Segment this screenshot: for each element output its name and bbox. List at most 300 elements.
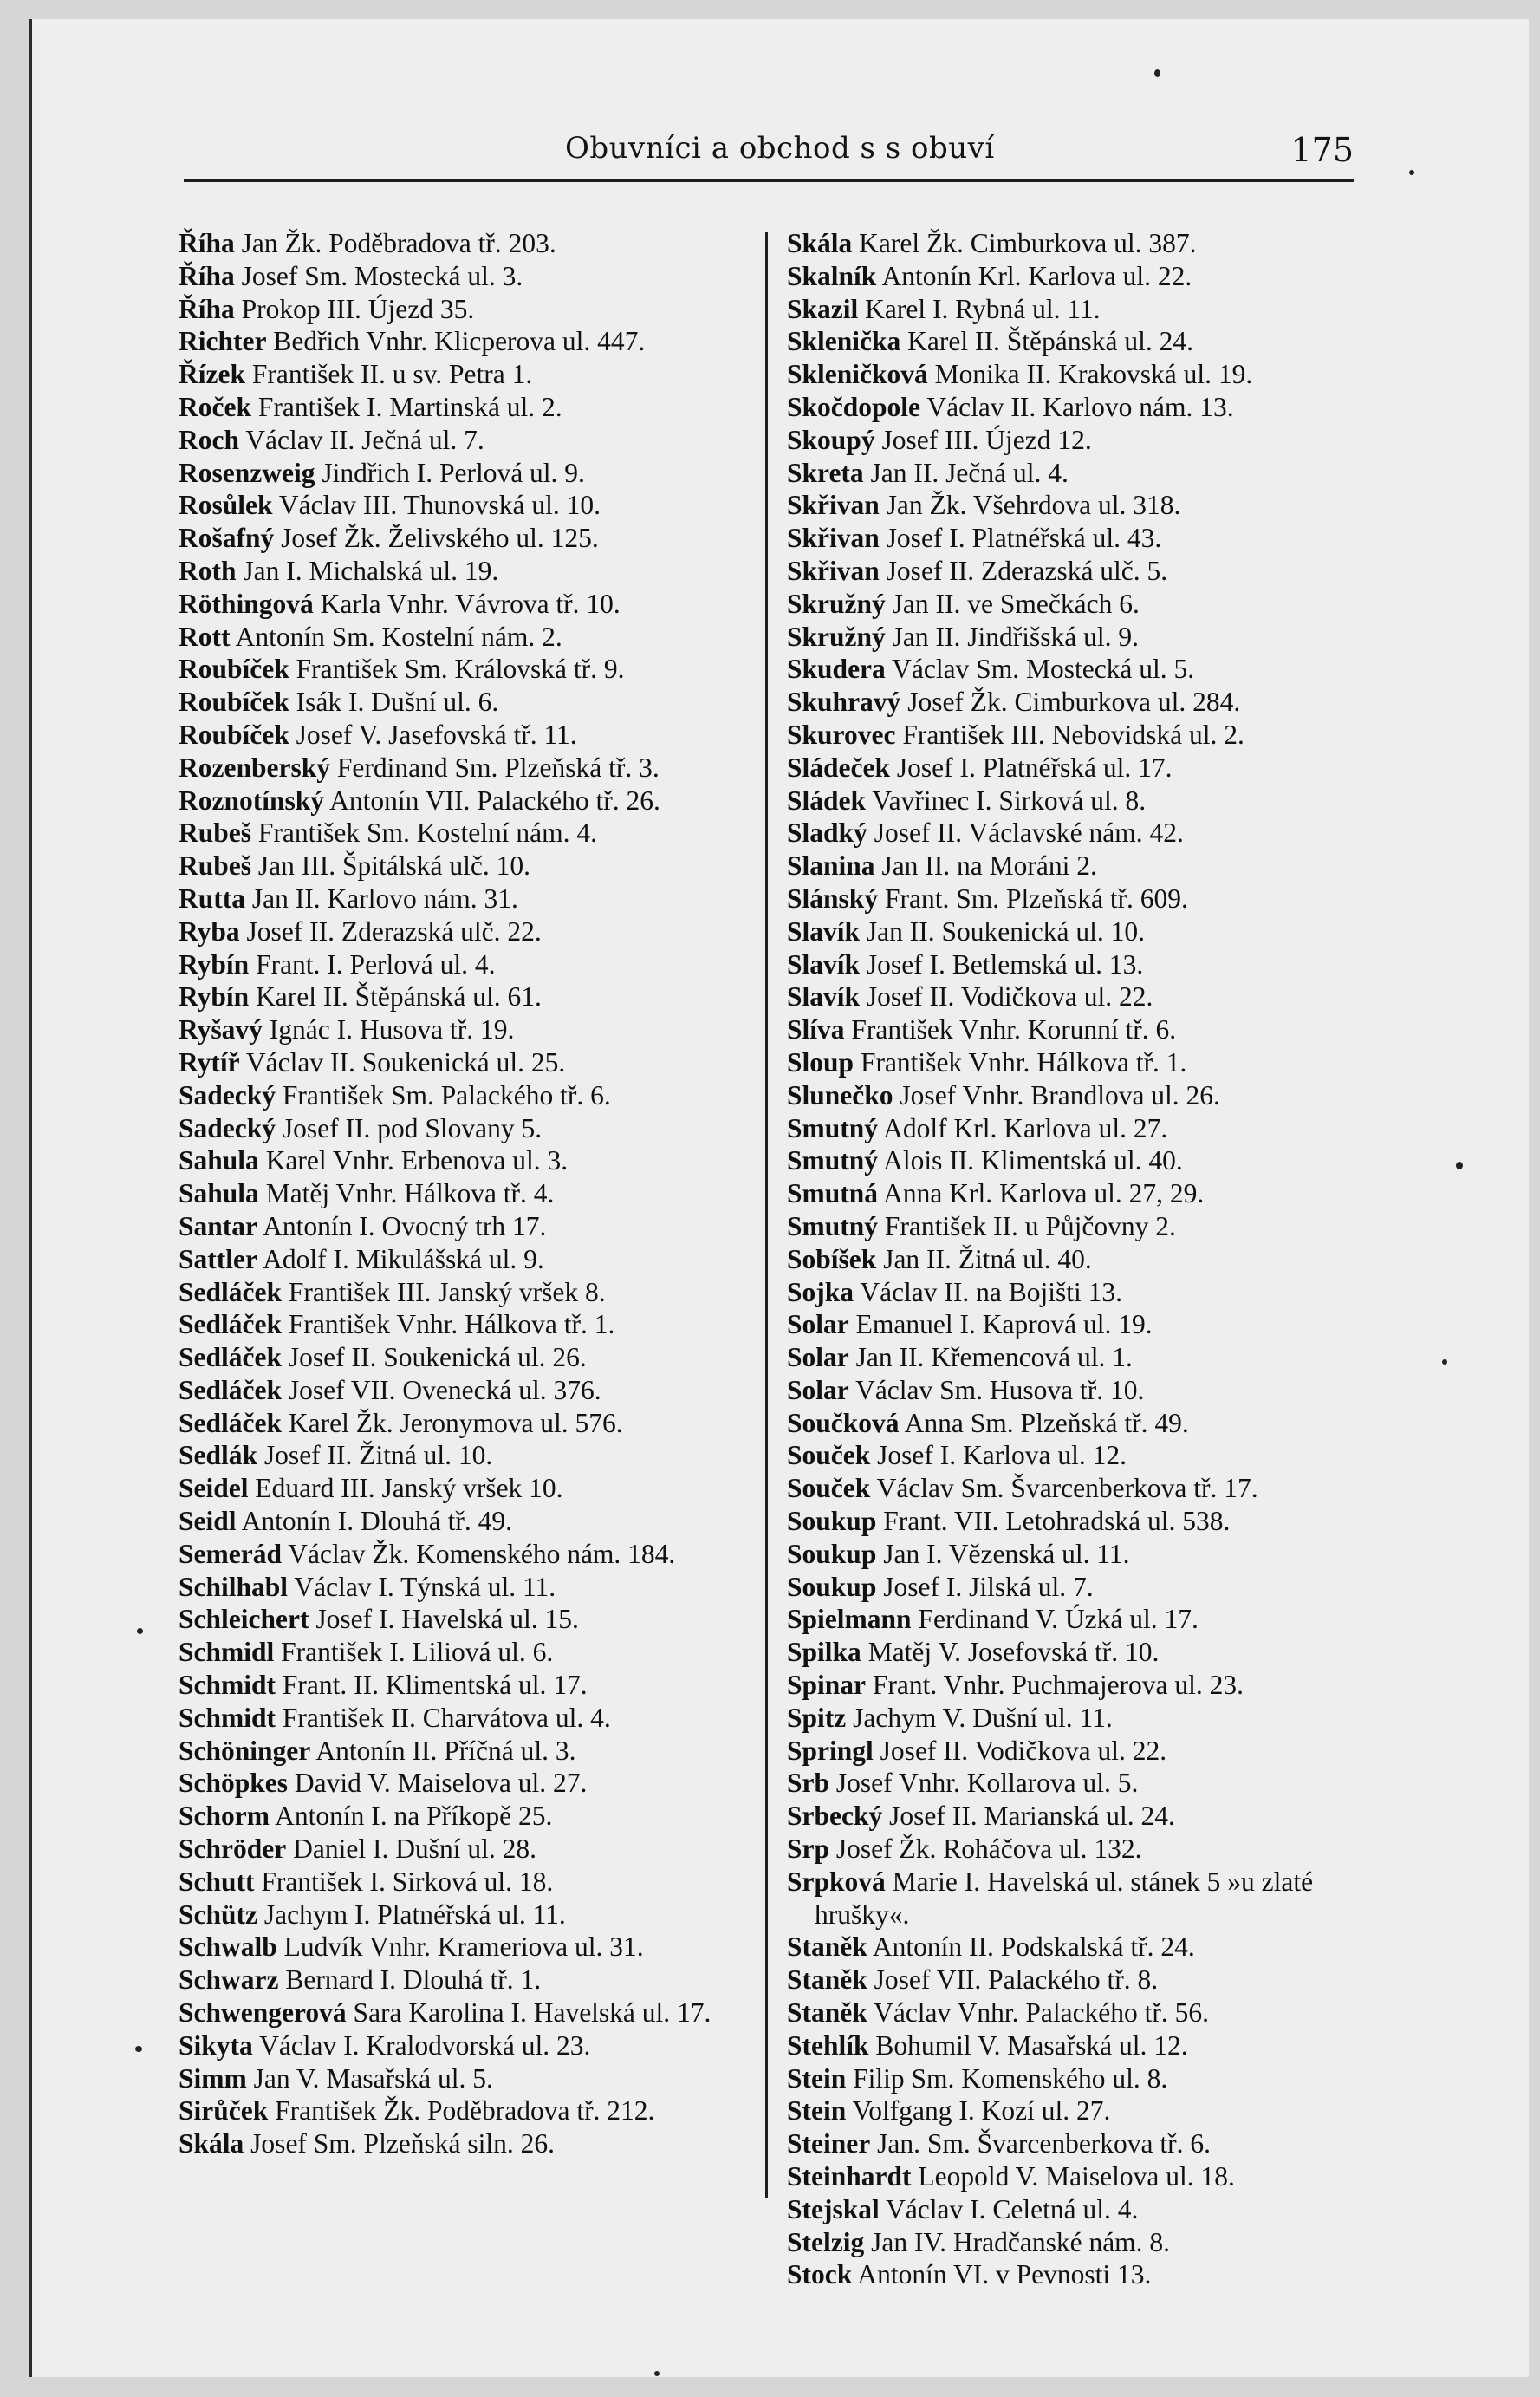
- entry-surname: Roubíček: [179, 687, 289, 718]
- print-speck: [1456, 1162, 1463, 1169]
- entry-details: Sara Karolina I. Havelská ul. 17.: [346, 1997, 712, 2029]
- directory-entry: [787, 1439, 1355, 1472]
- directory-entry: [787, 948, 1355, 981]
- entry-details: Frant. VII. Letohradská ul. 538.: [876, 1506, 1231, 1537]
- entry-details: Antonín Krl. Karlova ul. 22.: [876, 260, 1192, 291]
- directory-entry: [179, 883, 747, 915]
- entry-details: Jan II. Soukenická ul. 10.: [860, 915, 1145, 947]
- entry-details: František Vnhr. Hálkova tř. 1.: [854, 1046, 1187, 1078]
- entry-surname: Skleničková: [787, 359, 928, 390]
- entry-surname: Schmidl: [179, 1637, 275, 1668]
- entry-details: Jan Žk. Poděbradova tř. 203.: [234, 228, 556, 258]
- directory-entry: [787, 1177, 1355, 1210]
- directory-entry: [787, 1603, 1355, 1636]
- directory-entry: [787, 1505, 1355, 1538]
- entry-surname: Srbecký: [787, 1801, 883, 1832]
- entry-details: Jan II. Ječná ul. 4.: [863, 457, 1069, 488]
- entry-details: Josef II. pod Slovany 5.: [276, 1112, 543, 1143]
- entry-details: Karel I. Rybná ul. 11.: [858, 293, 1101, 324]
- directory-entry: [179, 391, 747, 424]
- entry-surname: Skočdopole: [787, 391, 921, 422]
- entry-details: Josef II. Marianská ul. 24.: [882, 1801, 1175, 1832]
- entry-details: Isák I. Dušní ul. 6.: [289, 687, 499, 718]
- entry-details: Jan II. ve Smečkách 6.: [885, 588, 1140, 619]
- directory-entry: [179, 1341, 747, 1374]
- entry-surname: Steinhardt: [787, 2161, 912, 2192]
- entry-surname: Skalník: [787, 260, 877, 291]
- entry-surname: Slanina: [787, 850, 875, 882]
- directory-entry: [179, 1931, 747, 1964]
- directory-entry: [179, 1472, 747, 1505]
- directory-entry: [787, 325, 1355, 358]
- entry-details: Frant. II. Klimentská ul. 17.: [276, 1670, 588, 1701]
- entry-surname: Sedlák: [179, 1440, 258, 1471]
- entry-details: Karel Žk. Jeronymova ul. 576.: [282, 1407, 623, 1438]
- entry-surname: Skreta: [787, 457, 864, 488]
- entry-details: Jan II. na Moráni 2.: [874, 850, 1097, 882]
- entry-surname: Sedláček: [179, 1342, 283, 1373]
- directory-entry: [787, 1833, 1355, 1866]
- directory-entry: [787, 457, 1355, 490]
- directory-entry: [179, 1833, 747, 1866]
- entry-surname: Schwalb: [179, 1931, 277, 1963]
- directory-entry: [787, 1407, 1355, 1440]
- directory-entry: [179, 719, 747, 752]
- entry-surname: Srb: [787, 1768, 830, 1799]
- entry-surname: Stock: [787, 2259, 853, 2290]
- entry-surname: Rošafný: [179, 523, 275, 554]
- entry-surname: Roubíček: [179, 654, 289, 685]
- entry-details: Frant. Sm. Plzeňská tř. 609.: [878, 883, 1188, 914]
- entry-details: František III. Nebovidská ul. 2.: [895, 719, 1244, 750]
- entry-details: Josef V. Jasefovská tř. 11.: [289, 719, 577, 750]
- directory-entry: [787, 1341, 1355, 1374]
- entry-surname: Sloup: [787, 1046, 854, 1078]
- entry-details: František Žk. Poděbradova tř. 212.: [268, 2095, 655, 2127]
- entry-details: Filip Sm. Komenského ul. 8.: [846, 2062, 1168, 2094]
- entry-surname: Sojka: [787, 1276, 854, 1307]
- entry-details: Bedřich Vnhr. Klicperova ul. 447.: [266, 326, 646, 357]
- entry-details: Václav Vnhr. Palackého tř. 56.: [867, 1997, 1210, 2029]
- entry-surname: Stejskal: [787, 2193, 880, 2224]
- directory-entry: [787, 555, 1355, 588]
- entry-details: Jan II. Jindřišská ul. 9.: [885, 621, 1140, 652]
- entry-details: František Sm. Kostelní nám. 4.: [251, 817, 598, 849]
- entry-details: Ludvík Vnhr. Krameriova ul. 31.: [276, 1931, 644, 1963]
- entry-surname: Srp: [787, 1834, 830, 1865]
- entry-surname: Soukup: [787, 1538, 877, 1569]
- entry-surname: Skurovec: [787, 719, 896, 750]
- entry-surname: Skála: [179, 2128, 244, 2159]
- directory-entry: [179, 293, 747, 326]
- entry-details: Karel II. Štěpánská ul. 61.: [249, 981, 542, 1013]
- entry-surname: Semerád: [179, 1538, 282, 1569]
- directory-entry: [179, 1308, 747, 1341]
- entry-details: Antonín Sm. Kostelní nám. 2.: [230, 621, 562, 652]
- directory-entry: [179, 1243, 747, 1276]
- directory-entry: [787, 588, 1355, 621]
- directory-entry: [179, 1505, 747, 1538]
- entry-surname: Stein: [787, 2062, 847, 2094]
- directory-entry: [787, 752, 1355, 785]
- entry-surname: Schleichert: [179, 1604, 309, 1635]
- directory-entry: [787, 2160, 1355, 2193]
- header-rule: [184, 179, 1354, 182]
- entry-details: Josef Žk. Cimburkova ul. 284.: [900, 687, 1241, 718]
- print-speck: [1409, 170, 1414, 175]
- entry-surname: Sladký: [787, 817, 867, 849]
- entry-details: Václav I. Celetná ul. 4.: [879, 2193, 1139, 2224]
- entry-surname: Spielmann: [787, 1604, 912, 1635]
- left-column: [179, 227, 747, 2160]
- entry-details: Jachym V. Dušní ul. 11.: [846, 1702, 1113, 1733]
- directory-entry: [179, 1767, 747, 1800]
- entry-details: Josef Vnhr. Brandlova ul. 26.: [893, 1079, 1220, 1111]
- entry-surname: Sedláček: [179, 1374, 283, 1405]
- entry-surname: Sadecký: [179, 1079, 276, 1111]
- entry-details: Jan I. Michalská ul. 19.: [236, 555, 499, 586]
- entry-details: František I. Sirková ul. 18.: [254, 1866, 554, 1897]
- entry-details: Ferdinand Sm. Plzeňská tř. 3.: [330, 752, 660, 783]
- entry-surname: Sahula: [179, 1178, 259, 1209]
- entry-surname: Souček: [787, 1440, 871, 1471]
- entry-details: Josef Sm. Mostecká ul. 3.: [234, 260, 523, 291]
- directory-entry: [179, 980, 747, 1013]
- directory-entry: [179, 752, 747, 785]
- entry-surname: Sikyta: [179, 2029, 253, 2061]
- print-speck: [1442, 1359, 1447, 1365]
- right-column: [787, 227, 1355, 2291]
- directory-entry: [787, 1210, 1355, 1243]
- directory-entry: [179, 915, 747, 948]
- directory-entry: [179, 489, 747, 522]
- directory-entry: [179, 850, 747, 883]
- directory-entry: [787, 686, 1355, 719]
- entry-details: Matěj V. Josefovská tř. 10.: [861, 1637, 1160, 1668]
- entry-details: Václav Sm. Husova tř. 10.: [848, 1374, 1145, 1405]
- entry-details: Matěj Vnhr. Hálkova tř. 4.: [258, 1178, 555, 1209]
- entry-surname: Roch: [179, 424, 239, 455]
- directory-entry: [179, 1702, 747, 1735]
- directory-entry: [179, 1964, 747, 1996]
- entry-details: František Sm. Palackého tř. 6.: [276, 1079, 611, 1111]
- entry-surname: Schröder: [179, 1834, 287, 1865]
- directory-entry: [179, 1899, 747, 1931]
- entry-details: Josef I. Platnéřská ul. 43.: [879, 523, 1162, 554]
- entry-details: Karel II. Štěpánská ul. 24.: [900, 326, 1193, 357]
- directory-entry: [179, 1276, 747, 1309]
- directory-entry: [787, 358, 1355, 391]
- directory-entry: [179, 424, 747, 457]
- directory-entry: [787, 980, 1355, 1013]
- directory-entry: [787, 1079, 1355, 1112]
- entry-surname: Soukup: [787, 1571, 877, 1602]
- directory-entry: [179, 522, 747, 555]
- directory-entry: [179, 948, 747, 981]
- entry-surname: Řízek: [179, 359, 245, 390]
- directory-entry: [787, 1702, 1355, 1735]
- directory-entry: [787, 1374, 1355, 1407]
- directory-entry: [179, 1866, 747, 1899]
- directory-entry: [179, 2062, 747, 2095]
- entry-details: Josef VII. Palackého tř. 8.: [867, 1964, 1159, 1996]
- entry-surname: Richter: [179, 326, 267, 357]
- entry-surname: Rytíř: [179, 1046, 240, 1078]
- directory-entry: [787, 1144, 1355, 1177]
- directory-entry: [179, 1439, 747, 1472]
- entry-details: Monika II. Krakovská ul. 19.: [927, 359, 1253, 390]
- entry-details: Josef I. Havelská ul. 15.: [309, 1604, 579, 1635]
- directory-entry: [787, 1276, 1355, 1309]
- directory-entry: [787, 1538, 1355, 1571]
- print-speck: [654, 2371, 660, 2376]
- directory-entry: [179, 1636, 747, 1669]
- entry-surname: Ryšavý: [179, 1014, 263, 1045]
- directory-entry: [787, 785, 1355, 817]
- entry-surname: Seidl: [179, 1506, 237, 1537]
- entry-details: Frant. Vnhr. Puchmajerova ul. 23.: [866, 1670, 1244, 1701]
- directory-entry: [179, 457, 747, 490]
- entry-details: Emanuel I. Kaprová ul. 19.: [848, 1309, 1153, 1340]
- entry-details: Karla Vnhr. Vávrova tř. 10.: [313, 588, 621, 619]
- entry-details: Anna Sm. Plzeňská tř. 49.: [899, 1407, 1189, 1438]
- entry-surname: Smutná: [787, 1178, 879, 1209]
- page-number: 175: [1290, 131, 1354, 169]
- entry-surname: Rosenzweig: [179, 457, 315, 488]
- entry-surname: Skazil: [787, 293, 859, 324]
- print-speck: [1154, 69, 1160, 77]
- entry-details: Adolf Krl. Karlova ul. 27.: [878, 1112, 1168, 1143]
- entry-details: František III. Janský vršek 8.: [282, 1276, 606, 1307]
- entry-surname: Sattler: [179, 1243, 257, 1274]
- entry-details: Jan III. Špitálská ulč. 10.: [251, 850, 530, 882]
- entry-details: Václav Sm. Mostecká ul. 5.: [885, 654, 1195, 685]
- entry-details: Josef Žk. Roháčova ul. 132.: [829, 1834, 1142, 1865]
- entry-surname: Sobíšek: [787, 1243, 877, 1274]
- directory-entry: [787, 293, 1355, 326]
- directory-entry: [179, 1538, 747, 1571]
- entry-details: Antonín II. Podskalská tř. 24.: [867, 1931, 1195, 1963]
- directory-entry: [787, 2029, 1355, 2062]
- directory-entry: [787, 2127, 1355, 2160]
- entry-surname: Skřivan: [787, 490, 880, 521]
- page-header: [184, 115, 1354, 169]
- running-head: Obuvníci a obchod s s obuví: [565, 131, 995, 166]
- entry-surname: Sedláček: [179, 1309, 283, 1340]
- directory-entry: [787, 391, 1355, 424]
- entry-surname: Smutný: [787, 1145, 879, 1176]
- entry-details: Václav II. Karlovo nám. 13.: [920, 391, 1234, 422]
- column-divider: [765, 232, 768, 2198]
- directory-entry: [787, 522, 1355, 555]
- entry-details: Antonín I. Dlouhá tř. 49.: [236, 1506, 513, 1537]
- entry-surname: Slánský: [787, 883, 879, 914]
- directory-entry: [787, 1243, 1355, 1276]
- entry-surname: Rott: [179, 621, 231, 652]
- entry-surname: Rubeš: [179, 817, 252, 849]
- entry-surname: Stein: [787, 2095, 847, 2127]
- directory-entry: [787, 1636, 1355, 1669]
- entry-details: Volfgang I. Kozí ul. 27.: [846, 2095, 1111, 2127]
- entry-surname: Rozenberský: [179, 752, 330, 783]
- entry-surname: Rutta: [179, 883, 245, 914]
- entry-surname: Staněk: [787, 1997, 867, 2029]
- entry-details: Jan V. Masařská ul. 5.: [246, 2062, 493, 2094]
- directory-entry: [179, 1571, 747, 1604]
- directory-entry: [787, 850, 1355, 883]
- entry-surname: Soukup: [787, 1506, 877, 1537]
- entry-surname: Sklenička: [787, 326, 901, 357]
- directory-entry: [179, 1407, 747, 1440]
- entry-surname: Součková: [787, 1407, 900, 1438]
- directory-entry: [787, 1571, 1355, 1604]
- directory-entry: [787, 883, 1355, 915]
- entry-surname: Rybín: [179, 948, 250, 980]
- entry-surname: Říha: [179, 260, 235, 291]
- entry-surname: Staněk: [787, 1931, 867, 1963]
- directory-entry: [787, 817, 1355, 850]
- entry-details: Josef II. Václavské nám. 42.: [867, 817, 1184, 849]
- directory-entry: [787, 621, 1355, 654]
- directory-entry: [787, 1800, 1355, 1833]
- entry-details: Josef I. Karlova ul. 12.: [870, 1440, 1127, 1471]
- entry-details: Jan IV. Hradčanské nám. 8.: [864, 2226, 1171, 2257]
- entry-details: Anna Krl. Karlova ul. 27, 29.: [878, 1178, 1205, 1209]
- directory-entry: [179, 2127, 747, 2160]
- entry-surname: Skružný: [787, 588, 886, 619]
- directory-entry: [179, 2094, 747, 2127]
- entry-details: David V. Maiselova ul. 27.: [288, 1768, 588, 1799]
- directory-entry: [179, 817, 747, 850]
- entry-details: Josef VII. Ovenecká ul. 376.: [282, 1374, 601, 1405]
- directory-entry: [179, 1603, 747, 1636]
- entry-surname: Slavík: [787, 948, 861, 980]
- entry-surname: Smutný: [787, 1112, 879, 1143]
- entry-surname: Schöpkes: [179, 1768, 289, 1799]
- entry-surname: Říha: [179, 228, 235, 258]
- entry-surname: Sadecký: [179, 1112, 276, 1143]
- entry-details: Jan II. Karlovo nám. 31.: [245, 883, 518, 914]
- entry-details: František II. u Půjčovny 2.: [878, 1210, 1176, 1241]
- entry-details: František I. Liliová ul. 6.: [274, 1637, 554, 1668]
- entry-surname: Skřivan: [787, 555, 880, 586]
- entry-details: Antonín I. Ovocný trh 17.: [257, 1210, 547, 1241]
- entry-details: Karel Vnhr. Erbenova ul. 3.: [258, 1145, 569, 1176]
- directory-entry: [787, 489, 1355, 522]
- entry-details: Jan Žk. Všehrdova ul. 318.: [879, 490, 1181, 521]
- entry-details: Jindřich I. Perlová ul. 9.: [315, 457, 585, 488]
- entry-details: Prokop III. Újezd 35.: [234, 293, 475, 324]
- entry-surname: Roth: [179, 555, 237, 586]
- entry-surname: Schilhabl: [179, 1571, 289, 1602]
- entry-surname: Slavík: [787, 981, 861, 1013]
- directory-entry: [179, 358, 747, 391]
- entry-surname: Seidel: [179, 1473, 249, 1504]
- directory-entry: [179, 1079, 747, 1112]
- entry-surname: Stelzig: [787, 2226, 865, 2257]
- entry-details: Josef II. Zderazská ulč. 22.: [239, 915, 542, 947]
- entry-surname: Srpková: [787, 1866, 886, 1897]
- directory-entry: [787, 1996, 1355, 2029]
- entry-surname: Santar: [179, 1210, 258, 1241]
- directory-entry: [179, 325, 747, 358]
- entry-details: Marie I. Havelská ul. stánek 5 »u zlaté hrušky«.: [815, 1866, 1314, 1930]
- entry-details: Daniel I. Dušní ul. 28.: [286, 1834, 536, 1865]
- entry-surname: Roček: [179, 391, 251, 422]
- entry-details: Vavřinec I. Sirková ul. 8.: [866, 785, 1147, 816]
- directory-entry: [179, 653, 747, 686]
- directory-entry: [787, 2226, 1355, 2259]
- directory-entry: [179, 1112, 747, 1145]
- entry-surname: Solar: [787, 1309, 849, 1340]
- entry-details: Alois II. Klimentská ul. 40.: [878, 1145, 1183, 1176]
- entry-surname: Slavík: [787, 915, 861, 947]
- entry-details: Václav Sm. Švarcenberkova tř. 17.: [870, 1473, 1258, 1504]
- entry-details: Bernard I. Dlouhá tř. 1.: [278, 1964, 542, 1996]
- directory-entry: [179, 227, 747, 260]
- directory-entry: [787, 2258, 1355, 2291]
- entry-details: František I. Martinská ul. 2.: [250, 391, 562, 422]
- entry-details: Leopold V. Maiselova ul. 18.: [911, 2161, 1235, 2192]
- directory-entry: [787, 2062, 1355, 2095]
- entry-surname: Spilka: [787, 1637, 861, 1668]
- directory-entry: [787, 2193, 1355, 2226]
- directory-entry: [179, 1144, 747, 1177]
- entry-details: Josef II. Soukenická ul. 26.: [282, 1342, 587, 1373]
- entry-details: Antonín VI. v Pevnosti 13.: [852, 2259, 1152, 2290]
- entry-surname: Skružný: [787, 621, 886, 652]
- entry-surname: Schorm: [179, 1801, 270, 1832]
- entry-surname: Souček: [787, 1473, 871, 1504]
- directory-entry: [179, 1046, 747, 1079]
- entry-surname: Skoupý: [787, 424, 875, 455]
- entry-surname: Solar: [787, 1374, 849, 1405]
- print-speck: [135, 2046, 142, 2052]
- entry-details: Antonín I. na Příkopě 25.: [270, 1801, 553, 1832]
- entry-details: Jan I. Vězenská ul. 11.: [876, 1538, 1130, 1569]
- entry-details: Bohumil V. Masařská ul. 12.: [868, 2029, 1188, 2061]
- directory-entry: [179, 1996, 747, 2029]
- directory-entry: [179, 1735, 747, 1768]
- entry-details: Jan. Sm. Švarcenberkova tř. 6.: [870, 2128, 1212, 2159]
- directory-entry: [787, 2094, 1355, 2127]
- entry-details: Josef I. Platnéřská ul. 17.: [890, 752, 1173, 783]
- entry-details: Josef Vnhr. Kollarova ul. 5.: [829, 1768, 1139, 1799]
- directory-entry: [179, 1177, 747, 1210]
- directory-entry: [787, 227, 1355, 260]
- entry-surname: Spinar: [787, 1670, 867, 1701]
- entry-surname: Steiner: [787, 2128, 871, 2159]
- entry-surname: Schmidt: [179, 1702, 276, 1733]
- entry-details: Antonín VII. Palackého tř. 26.: [324, 785, 660, 816]
- directory-entry: [787, 1046, 1355, 1079]
- directory-entry: [787, 1472, 1355, 1505]
- directory-entry: [179, 785, 747, 817]
- directory-entry: [787, 915, 1355, 948]
- directory-entry: [787, 1866, 1355, 1931]
- entry-surname: Staněk: [787, 1964, 867, 1996]
- entry-details: Václav I. Týnská ul. 11.: [288, 1571, 556, 1602]
- entry-surname: Spitz: [787, 1702, 847, 1733]
- directory-entry: [179, 686, 747, 719]
- entry-surname: Skudera: [787, 654, 886, 685]
- entry-details: Ignác I. Husova tř. 19.: [262, 1014, 515, 1045]
- entry-surname: Skřivan: [787, 523, 880, 554]
- entry-surname: Schütz: [179, 1899, 258, 1930]
- entry-details: Václav I. Kralodvorská ul. 23.: [252, 2029, 591, 2061]
- entry-surname: Smutný: [787, 1210, 879, 1241]
- directory-entry: [787, 1931, 1355, 1964]
